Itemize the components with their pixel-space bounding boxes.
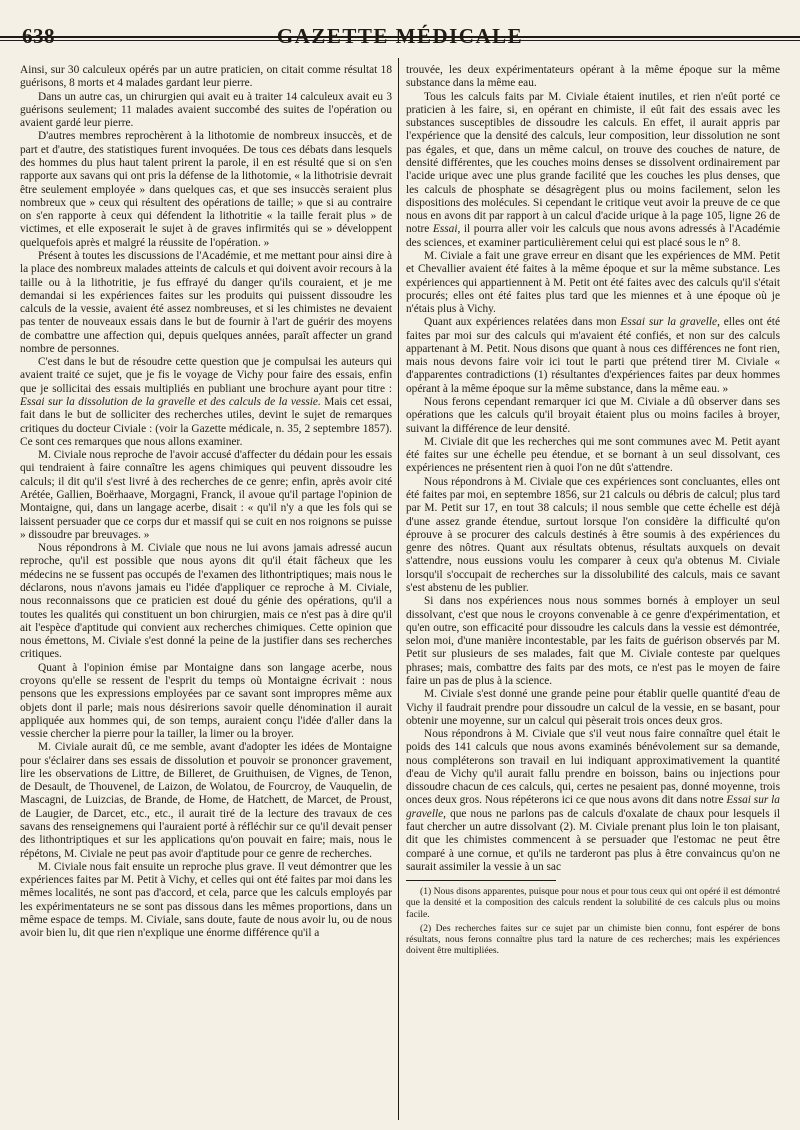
paragraph: Nous répondrons à M. Civiale que nous ne lui avons jamais adressé aucun reproche, qu'il est possible que nous ayons dit qu'il était fâcheux que les médecins ne se fussent pas occupés de l'examen des lithontriptiques; mais nous le déclarons, nous n'avons jamais eu l'idée d'appliquer ce reproche à M. Civiale, nous reconnaissons que ce praticien est doué du génie des opérations, qu'il a toutes les qualités qui constituent un bon chirurgien, mais ce n'est pas à dire qu'il ait l'espèce d'aptitude qui convient aux recherches chimiques. Cette opinion que nous émettons, M. Civiale s'est donné la peine de la justifier dans ses recherches critiques. (20, 542, 392, 661)
text-run: C'est dans le but de résoudre cette question que je compulsai les auteurs qui avaient traité ce sujet, que je fis le voyage de Vichy pour faire des essais, enfin que je sollicitai des essais multipliés en publiant une brochure ayant pour titre : (20, 356, 392, 395)
paragraph: Nous répondrons à M. Civiale que ces expériences sont concluantes, elles ont été faites par moi, en septembre 1856, sur 21 calculs ou débris de calcul; plus tard par M. Petit sur 17, en tout 38 calculs; il nous semble que cette échelle est déjà d'une assez grande étendue, surtout lorsque l'on considère la difficulté qu'on éprouve à se procurer des calculs destinés à être soumis à des expériences du genre des nôtres. Quant aux résultats obtenus, résultats auxquels on devait s'attendre, nous eussions voulu les comparer à ceux qu'a obtenus M. Civiale lorsqu'il s'occupait de recherches sur la dissolubilité des calculs, mais ce savant s'est abstenu de les publier. (406, 475, 780, 594)
text-run: Tous les calculs faits par M. Civiale étaient inutiles, et rien n'eût porté ce praticien à les faire, si, en opérant en chimiste, il eût fait des essais avec les substances susceptibles de dissoudre les calculs. En effet, il aurait appris par l'expérience que la densité des calculs, leur composition, leur dissolution ne sont pas égales, et que, dans un même calcul, on trouve des couches de nature, de densité différentes, que les couches moins denses se dissolvent ordinairement par l'acide urique avec une plus grande facilité que les couches les plus denses, que les calculs de phosphate se désagrègent plus ou moins facilement, selon les dispositions des molécules. Si cependant le critique veut avoir la preuve de ce que nous en avons dit par rapport à un calcul d'acide urique à la page 105, ligne 26 de notre (406, 90, 780, 236)
text-run: , elles ont été faites par moi sur des calculs qui m'avaient été confiés, et non sur des calculs appartenant à M. Petit. Nous disons que quant à nous ces différences ne font rien, mais nous devons faire voir ici tout le parti que prétend tirer M. Civiale « d'apparentes contradictions (1) résultantes d'expériences faites par deux hommes opérant à la même époque sur la même substance, dans la même eau. » (406, 316, 780, 395)
paragraph: Présent à toutes les discussions de l'Académie, et me mettant pour ainsi dire à la place des nombreux malades atteints de calculs et qui doivent avoir recours à la taille ou à la lithotritie, je fus effrayé du danger qu'ils couraient, et je me demandai si les expériences faites sur les produits qui puissent dissoudre les calculs de la vessie, avaient été assez nombreuses, et si les chimistes ne devaient pas tenter de nouveaux essais dans le but de fournir à l'art de guérir des moyens de combattre une affection qui, depuis quelques années, paraît affecter un grand nombre de personnes. (20, 249, 392, 355)
paragraph: M. Civiale dit que les recherches qui me sont communes avec M. Petit ayant été faites sur une échelle peu étendue, et se bornant à un seul dissolvant, ces expériences ne présentent rien à quoi l'on ne dût s'attendre. (406, 435, 780, 475)
paragraph: M. Civiale nous fait ensuite un reproche plus grave. Il veut démontrer que les expériences faites par M. Petit à Vichy, et celles qui ont été faites par moi dans les mêmes localités, ne sont pas d'accord, et cela, parce que les calculs employés par les expérimentateurs ne se sont pas dissous dans les mêmes proportions, dans un même espace de temps. M. Civiale, sans doute, faute de nous avoir lu, ou de nous avoir bien lu, dit que rien n'explique une énorme différence qu'il a (20, 860, 392, 940)
paragraph (406, 728, 780, 874)
paragraph (20, 356, 392, 449)
column-divider (398, 58, 399, 1120)
text-run: Mais cet essai, fait dans le but de solliciter des recherches utiles, devint le sujet de remarques critiques du docteur Civiale : (voir la Gazette médicale, n. 35, 2 septembre 1857). Ce sont ces remarques que nous allons examiner. (20, 396, 392, 448)
paragraph: M. Civiale s'est donné une grande peine pour établir quelle quantité d'eau de Vichy il faudrait prendre pour dissoudre un calcul de la vessie, en se basant, pour obtenir une moyenne, sur un calcul qui pèserait trois onces deux gros. (406, 688, 780, 727)
paragraph: M. Civiale aurait dû, ce me semble, avant d'adopter les idées de Montaigne pour s'éclairer dans ses essais de dissolution et pouvoir se prononcer gravement, lire les observations de Littre, de Billeret, de Gruithuisen, de Vignes, de Tenon, de Desault, de Thouvenel, de Laizon, de Wolatou, de Fourcroy, de Vauquelin, de Mascagni, de Luizcias, de Brande, de Home, de Hatchett, de Marcet, de Proust, de Laugier, de Darcet, etc., etc., il aurait tiré de la lecture des travaux de ces savans des renseignemens qui l'auraient porté à réfléchir sur ce qu'il devait penser des lithontriptiques et sur les applications qu'on pouvait en faire; mais, nous le répétons, M. Civiale ne peut pas avoir d'aptitude pour ce genre de recherches. (20, 741, 392, 860)
paragraph: trouvée, les deux expérimentateurs opérant à la même époque sur la même substance dans la même eau. (406, 64, 780, 90)
paragraph (406, 91, 780, 250)
paragraph: Si dans nos expériences nous nous sommes bornés à employer un seul dissolvant, c'est que nous le croyons convenable à ce genre d'expérimentation, et qu'en outre, son efficacité pour dissoudre les calculs dans la vessie est démontrée, selon moi, d'une manière incontestable, par les faits de guérison observés par M. Petit sur plusieurs de ses malades, fait que M. Civiale conteste par quelques phrases; mais, combattre des faits par des mots, ce n'est pas le moyen de faire faire un pas de plus à la science. (406, 595, 780, 687)
right-column (406, 64, 780, 1120)
footnote: (2) Des recherches faites sur ce sujet par un chimiste bien connu, font espérer de bons résultats, nous ferons connaître plus tard la nature de ces recherches; mais les expériences doivent être multipliées. (406, 922, 780, 957)
article-body (20, 64, 780, 1120)
book-title: Essai sur la gravelle (406, 794, 780, 820)
page-header (20, 18, 780, 46)
text-run: Quant aux expériences relatées dans mon (424, 316, 621, 329)
book-title: Essai sur la gravelle (620, 316, 718, 329)
book-title: Essai sur la dissolution de la gravelle et des calculs de la vessie. (20, 396, 321, 409)
footnote: (1) Nous disons apparentes, puisque pour nous et pour tous ceux qui ont opéré il est démontré que la densité et la composition des calculs rendent la solubilité de ces calculs plus ou moins facile. (406, 886, 780, 920)
text-run: Nous répondrons à M. Civiale que s'il veut nous faire connaître quel était le poids des 141 calculs que nous avons examinés bénévolement sur sa demande, nous compléterons son travail en lui indiquant approximativement la quantité d'eau de Vichy qu'il aurait fallu prendre en boisson, bains ou injections pour dissoudre chacun de ces calculs, qui, certes ne pesaient pas, donné moyenne, trois onces deux gros. Nous répéterons ici ce que nous avons dit dans notre (406, 728, 780, 807)
paragraph: Quant à l'opinion émise par Montaigne dans son langage acerbe, nous croyons qu'elle se ressent de l'esprit du temps où Montaigne écrivait : nous pensons que les expressions employées par ce savant sont impropres même aux objets dont il parle; mais nous désirerions savoir quelle dénomination il aurait appliquée aux hommes qui, de son temps, auraient conçu l'idée d'aller dans la vessie chercher la pierre pour la tailler, la limer ou la broyer. (20, 661, 392, 741)
header-rule-thick (0, 36, 800, 38)
header-rule-thin (0, 40, 800, 41)
paragraph: Nous ferons cependant remarquer ici que M. Civiale a dû observer dans ses opérations que les calculs qu'il broyait étaient plus ou moins faciles à broyer, suivant la différence de leur densité. (406, 396, 780, 435)
paragraph (406, 316, 780, 396)
footnotes (406, 886, 780, 956)
paragraph: Dans un autre cas, un chirurgien qui avait eu à traiter 14 calculeux avait eu 3 guérisons seulement; 11 malades avaient succombé des suites de l'opération ou avaient gardé leur pierre. (20, 90, 392, 130)
left-column (20, 64, 392, 1120)
book-title: Essai (432, 223, 458, 236)
page-number: 638 (22, 24, 55, 48)
text-run: , que nous ne parlons pas de calculs d'oxalate de chaux pour lesquels il faut chercher un autre dissolvant (2). M. Civiale prenant plus loin le ton plaisant, dit que les chimistes commencent à se persuader que l'estomac ne peut être comparé à une cornue, et qu'ils ne tarderont pas plus à être convaincus qu'on ne saurait assimiler la vessie à un sac (406, 807, 780, 873)
paragraph: Ainsi, sur 30 calculeux opérés par un autre praticien, on citait comme résultat 18 guérisons, 8 morts et 4 malades gardant leur pierre. (20, 64, 392, 90)
text-run: , il pourra aller voir les calculs que nous avons adressés à l'Académie des sciences, et examiner particulièrement celui qui est placé sous le n° 8. (406, 223, 780, 249)
paragraph: M. Civiale nous reproche de l'avoir accusé d'affecter du dédain pour les essais qui tendraient à faire connaître les agens chimiques qui peuvent dissoudre les calculs; il dit qu'il s'est livré à des recherches de ce genre; enfin, après avoir cité Arétée, Gallien, Boërhaave, Morgagni, Franck, il avoue qu'il partage l'opinion de Montaigne, qui, dans un langage acerbe, disait : « qu'il n'y a que les fols qui se laissent persuader que ce corps dur et massif qui se cuit en nos roignons se puisse » dissoudre par breuvages. » (20, 449, 392, 541)
journal-title: GAZETTE MÉDICALE (276, 24, 524, 48)
paragraph: D'autres membres reprochèrent à la lithotomie de nombreux insuccès, et de part et d'autre, des statistiques furent invoquées. De tous ces débats dans lesquels des hommes du plus haut talent prirent la parole, il en est résulté que si on s'en rapporte aux savans qui ont pris la défense de la lithotomie, « la lithotrisie devrait être seulement employée » dans quelques cas, et que ses insuccès seraient plus nombreux que » ceux qui résultent des opérations de taille; » que si au contraire on s'en rapporte à ceux qui défendent la lithotritie « la taille ferait plus » de victimes, et elle exposerait le sujet à de graves infirmités qui se » développent quelquefois après et malgré la réussite de l'opération. » (20, 130, 392, 249)
footnote-rule (406, 880, 556, 881)
paragraph: M. Civiale a fait une grave erreur en disant que les expériences de MM. Petit et Chevallier avaient été faites à la même époque et sur la même substance. Les expériences qui appartiennent à M. Petit ont été faites avec des calculs qu'il s'était procurés; elles ont été faites plus tard que les miennes et à une époque où je n'étais plus à Vichy. (406, 249, 780, 316)
